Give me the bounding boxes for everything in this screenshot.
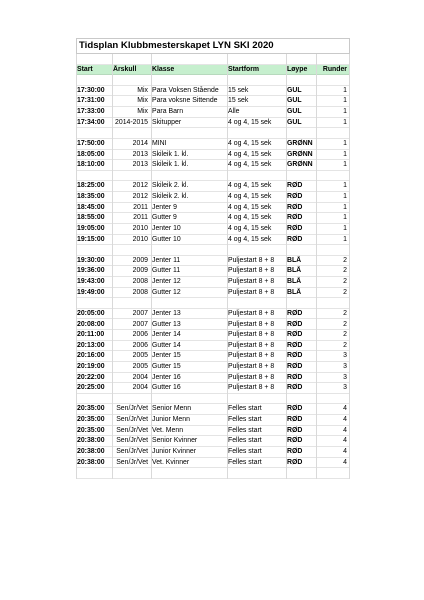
table-row bbox=[76, 415, 350, 426]
class-name-cell: Gutter 15 bbox=[152, 362, 181, 370]
grid-line bbox=[151, 54, 152, 479]
table-row bbox=[76, 298, 350, 309]
course-color-cell: RØD bbox=[287, 224, 303, 232]
class-name-cell: Para Voksen Stående bbox=[152, 86, 219, 94]
table-row bbox=[76, 330, 350, 341]
laps-count-cell: 1 bbox=[343, 118, 347, 126]
start-format-cell: Felles start bbox=[228, 405, 262, 413]
start-time-cell: 18:45:00 bbox=[77, 203, 105, 211]
start-format-cell bbox=[227, 468, 285, 478]
page-title: Tidsplan Klubbmesterskapet LYN SKI 2020 bbox=[76, 38, 350, 54]
start-format-cell: Puljestart 8 + 8 bbox=[228, 352, 275, 360]
table-row bbox=[76, 96, 350, 107]
start-time-cell bbox=[77, 75, 112, 85]
table-row bbox=[76, 468, 350, 479]
class-name-cell: Gutter 16 bbox=[152, 384, 181, 392]
start-time-cell bbox=[77, 394, 112, 404]
course-color-cell: GUL bbox=[287, 97, 302, 105]
laps-count-cell: 1 bbox=[343, 97, 347, 105]
birth-year-cell: Sen/Jr/Vet bbox=[116, 447, 148, 455]
laps-count-cell bbox=[316, 75, 349, 85]
class-name-cell: Senior Kvinner bbox=[152, 437, 198, 445]
table-row bbox=[76, 245, 350, 256]
birth-year-cell bbox=[112, 128, 150, 138]
laps-count-cell: 4 bbox=[343, 426, 347, 434]
course-color-cell: RØD bbox=[287, 320, 303, 328]
table-row bbox=[76, 383, 350, 394]
start-time-cell: 19:15:00 bbox=[77, 235, 105, 243]
class-name-cell: Jenter 14 bbox=[152, 331, 181, 339]
birth-year-cell: 2014 bbox=[132, 139, 148, 147]
birth-year-cell: 2009 bbox=[132, 256, 148, 264]
course-color-cell: RØD bbox=[287, 214, 303, 222]
laps-count-cell bbox=[316, 298, 349, 308]
start-time-cell: 18:10:00 bbox=[77, 161, 105, 169]
class-name-cell bbox=[151, 468, 226, 478]
birth-year-cell: 2012 bbox=[132, 193, 148, 201]
birth-year-cell: 2010 bbox=[132, 224, 148, 232]
table-row bbox=[76, 447, 350, 458]
birth-year-cell: 2007 bbox=[132, 320, 148, 328]
start-format-cell bbox=[227, 128, 285, 138]
class-name-cell: Jenter 11 bbox=[152, 256, 181, 264]
laps-count-cell: 3 bbox=[343, 362, 347, 370]
birth-year-cell: Mix bbox=[137, 97, 148, 105]
birth-year-cell: Mix bbox=[137, 108, 148, 116]
start-time-cell: 20:11:00 bbox=[77, 331, 105, 339]
start-format-cell: Puljestart 8 + 8 bbox=[228, 331, 275, 339]
schedule-table bbox=[76, 54, 350, 479]
laps-count-cell: 1 bbox=[343, 193, 347, 201]
class-name-cell bbox=[151, 75, 226, 85]
class-name-cell: Jenter 12 bbox=[152, 278, 181, 286]
birth-year-cell: 2005 bbox=[132, 362, 148, 370]
course-color-cell: GRØNN bbox=[287, 161, 313, 169]
start-format-cell bbox=[227, 75, 285, 85]
table-row bbox=[76, 266, 350, 277]
table-row bbox=[76, 235, 350, 246]
table-row bbox=[76, 128, 350, 139]
class-name-cell: Jenter 15 bbox=[152, 352, 181, 360]
birth-year-cell bbox=[112, 394, 150, 404]
birth-year-cell: Sen/Jr/Vet bbox=[116, 426, 148, 434]
course-color-cell: BLÅ bbox=[287, 278, 302, 286]
laps-count-cell: 1 bbox=[343, 139, 347, 147]
class-name-cell: Gutter 10 bbox=[152, 235, 181, 243]
table-row bbox=[76, 277, 350, 288]
course-color-cell bbox=[286, 468, 316, 478]
start-time-cell bbox=[77, 245, 112, 255]
course-color-cell bbox=[286, 171, 316, 181]
birth-year-cell: 2009 bbox=[132, 267, 148, 275]
class-name-cell: Skileik 1. kl. bbox=[152, 150, 189, 158]
table-row bbox=[76, 404, 350, 415]
class-name-cell: Senior Menn bbox=[152, 405, 192, 413]
course-color-cell: RØD bbox=[287, 331, 303, 339]
table-row bbox=[76, 256, 350, 267]
laps-count-cell: 1 bbox=[343, 224, 347, 232]
course-color-cell bbox=[286, 245, 316, 255]
course-color-cell: GRØNN bbox=[287, 139, 313, 147]
start-time-cell bbox=[77, 468, 112, 478]
start-time-cell: 20:38:00 bbox=[77, 437, 105, 445]
class-name-cell: Junior Menn bbox=[152, 416, 190, 424]
laps-count-cell bbox=[316, 468, 349, 478]
start-time-cell: 17:50:00 bbox=[77, 139, 105, 147]
laps-count-cell: 4 bbox=[343, 458, 347, 466]
class-name-cell: Jenter 10 bbox=[152, 224, 181, 232]
birth-year-cell: 2005 bbox=[132, 352, 148, 360]
table-row bbox=[76, 213, 350, 224]
class-name-cell bbox=[151, 128, 226, 138]
column-header-start-format: Startform bbox=[228, 65, 260, 73]
start-time-cell: 20:05:00 bbox=[77, 309, 105, 317]
birth-year-cell: 2013 bbox=[132, 150, 148, 158]
birth-year-cell: 2014-2015 bbox=[115, 118, 148, 126]
laps-count-cell: 2 bbox=[343, 320, 347, 328]
start-format-cell bbox=[227, 298, 285, 308]
birth-year-cell bbox=[112, 171, 150, 181]
birth-year-cell: 2008 bbox=[132, 278, 148, 286]
table-header-row bbox=[76, 65, 350, 76]
start-time-cell: 19:36:00 bbox=[77, 267, 105, 275]
birth-year-cell: 2010 bbox=[132, 235, 148, 243]
table-row bbox=[76, 150, 350, 161]
laps-count-cell bbox=[316, 128, 349, 138]
start-format-cell: Puljestart 8 + 8 bbox=[228, 384, 275, 392]
course-color-cell: RØD bbox=[287, 384, 303, 392]
laps-count-cell: 4 bbox=[343, 437, 347, 445]
birth-year-cell: Sen/Jr/Vet bbox=[116, 416, 148, 424]
birth-year-cell: Sen/Jr/Vet bbox=[116, 437, 148, 445]
course-color-cell bbox=[286, 298, 316, 308]
laps-count-cell: 1 bbox=[343, 161, 347, 169]
laps-count-cell: 1 bbox=[343, 108, 347, 116]
birth-year-cell bbox=[112, 298, 150, 308]
start-time-cell: 18:55:00 bbox=[77, 214, 105, 222]
start-time-cell: 17:33:00 bbox=[77, 108, 105, 116]
birth-year-cell: 2011 bbox=[133, 214, 148, 222]
course-color-cell: GUL bbox=[287, 108, 302, 116]
start-time-cell: 18:35:00 bbox=[77, 193, 105, 201]
class-name-cell: MINI bbox=[152, 139, 167, 147]
start-time-cell: 18:25:00 bbox=[77, 182, 105, 190]
course-color-cell: RØD bbox=[287, 341, 303, 349]
course-color-cell: GRØNN bbox=[287, 150, 313, 158]
grid-line bbox=[227, 54, 228, 479]
laps-count-cell: 4 bbox=[343, 447, 347, 455]
column-header-class-name: Klasse bbox=[152, 65, 175, 73]
class-name-cell bbox=[151, 394, 226, 404]
start-time-cell bbox=[77, 128, 112, 138]
grid-line bbox=[349, 54, 350, 479]
column-header-start-time: Start bbox=[77, 65, 93, 73]
start-format-cell: 4 og 4, 15 sek bbox=[228, 150, 272, 158]
birth-year-cell bbox=[112, 468, 150, 478]
start-format-cell: Puljestart 8 + 8 bbox=[228, 362, 275, 370]
course-color-cell: RØD bbox=[287, 362, 303, 370]
table-row bbox=[76, 160, 350, 171]
start-time-cell: 17:31:00 bbox=[77, 97, 105, 105]
course-color-cell: GUL bbox=[287, 118, 302, 126]
grid-line bbox=[286, 54, 287, 479]
table-row bbox=[76, 118, 350, 129]
start-format-cell: 4 og 4, 15 sek bbox=[228, 224, 272, 232]
birth-year-cell: Mix bbox=[137, 86, 148, 94]
start-format-cell: 15 sek bbox=[228, 97, 249, 105]
laps-count-cell: 1 bbox=[343, 214, 347, 222]
course-color-cell: RØD bbox=[287, 458, 303, 466]
laps-count-cell bbox=[316, 245, 349, 255]
start-format-cell: Puljestart 8 + 8 bbox=[228, 309, 275, 317]
course-color-cell: RØD bbox=[287, 416, 303, 424]
start-format-cell: Puljestart 8 + 8 bbox=[228, 320, 275, 328]
class-name-cell: Para voksne Sittende bbox=[152, 97, 218, 105]
class-name-cell: Gutter 9 bbox=[152, 214, 177, 222]
empty-row bbox=[76, 54, 350, 65]
course-color-cell: BLÅ bbox=[287, 288, 302, 296]
start-time-cell: 19:49:00 bbox=[77, 288, 105, 296]
start-time-cell: 20:38:00 bbox=[77, 458, 105, 466]
course-color-cell: RØD bbox=[287, 235, 303, 243]
start-format-cell: 4 og 4, 15 sek bbox=[228, 161, 272, 169]
course-color-cell: RØD bbox=[287, 203, 303, 211]
start-format-cell: Felles start bbox=[228, 458, 262, 466]
course-color-cell: RØD bbox=[287, 426, 303, 434]
laps-count-cell: 3 bbox=[343, 352, 347, 360]
birth-year-cell: Sen/Jr/Vet bbox=[116, 405, 148, 413]
course-color-cell: RØD bbox=[287, 437, 303, 445]
start-time-cell: 20:08:00 bbox=[77, 320, 105, 328]
start-time-cell: 20:35:00 bbox=[77, 416, 105, 424]
class-name-cell: Gutter 13 bbox=[152, 320, 181, 328]
start-format-cell: Puljestart 8 + 8 bbox=[228, 288, 275, 296]
class-name-cell: Vet. Menn bbox=[152, 426, 184, 434]
grid-line bbox=[316, 54, 317, 479]
grid-line bbox=[112, 54, 113, 479]
table-row bbox=[76, 351, 350, 362]
table-row bbox=[76, 107, 350, 118]
birth-year-cell: 2004 bbox=[132, 384, 148, 392]
table-row bbox=[76, 75, 350, 86]
start-format-cell bbox=[227, 171, 285, 181]
birth-year-cell bbox=[112, 245, 150, 255]
start-time-cell: 20:35:00 bbox=[77, 426, 105, 434]
table-row bbox=[76, 373, 350, 384]
class-name-cell: Junior Kvinner bbox=[152, 447, 197, 455]
start-format-cell: 4 og 4, 15 sek bbox=[228, 139, 272, 147]
birth-year-cell: 2006 bbox=[132, 341, 148, 349]
start-time-cell: 18:05:00 bbox=[77, 150, 105, 158]
start-format-cell: Felles start bbox=[228, 416, 262, 424]
course-color-cell: BLÅ bbox=[287, 256, 302, 264]
class-name-cell: Jenter 9 bbox=[152, 203, 177, 211]
column-header-laps-count: Runder bbox=[322, 65, 347, 73]
laps-count-cell: 1 bbox=[343, 182, 347, 190]
birth-year-cell: 2008 bbox=[132, 288, 148, 296]
start-time-cell bbox=[77, 298, 112, 308]
start-format-cell: Alle bbox=[228, 108, 240, 116]
start-time-cell: 20:22:00 bbox=[77, 373, 105, 381]
table-row bbox=[76, 171, 350, 182]
birth-year-cell: 2004 bbox=[132, 373, 148, 381]
table-row bbox=[76, 86, 350, 97]
course-color-cell bbox=[286, 128, 316, 138]
start-format-cell: Puljestart 8 + 8 bbox=[228, 278, 275, 286]
start-format-cell: 4 og 4, 15 sek bbox=[228, 193, 272, 201]
course-color-cell: RØD bbox=[287, 309, 303, 317]
class-name-cell bbox=[151, 171, 226, 181]
laps-count-cell: 2 bbox=[343, 278, 347, 286]
birth-year-cell: 2013 bbox=[132, 161, 148, 169]
start-time-cell: 20:25:00 bbox=[77, 384, 105, 392]
table-row bbox=[76, 394, 350, 405]
start-format-cell: 4 og 4, 15 sek bbox=[228, 214, 272, 222]
birth-year-cell bbox=[112, 75, 150, 85]
start-format-cell: Puljestart 8 + 8 bbox=[228, 373, 275, 381]
start-time-cell: 19:30:00 bbox=[77, 256, 105, 264]
class-name-cell: Jenter 13 bbox=[152, 309, 181, 317]
start-format-cell bbox=[227, 394, 285, 404]
column-header-birth-year: Årskull bbox=[113, 65, 137, 73]
table-row bbox=[76, 309, 350, 320]
course-color-cell bbox=[286, 394, 316, 404]
laps-count-cell bbox=[316, 171, 349, 181]
class-name-cell: Skitupper bbox=[152, 118, 182, 126]
table-row bbox=[76, 341, 350, 352]
start-format-cell bbox=[227, 245, 285, 255]
course-color-cell: RØD bbox=[287, 373, 303, 381]
laps-count-cell: 2 bbox=[343, 341, 347, 349]
class-name-cell: Para Barn bbox=[152, 108, 184, 116]
course-color-cell: GUL bbox=[287, 86, 302, 94]
laps-count-cell: 2 bbox=[343, 331, 347, 339]
class-name-cell: Gutter 11 bbox=[152, 267, 181, 275]
birth-year-cell: Sen/Jr/Vet bbox=[116, 458, 148, 466]
course-color-cell: RØD bbox=[287, 447, 303, 455]
laps-count-cell bbox=[316, 394, 349, 404]
laps-count-cell: 1 bbox=[343, 86, 347, 94]
class-name-cell: Skileik 1. kl. bbox=[152, 161, 189, 169]
class-name-cell: Skileik 2. kl. bbox=[152, 193, 189, 201]
laps-count-cell: 4 bbox=[343, 405, 347, 413]
class-name-cell: Skileik 2. kl. bbox=[152, 182, 189, 190]
class-name-cell: Jenter 16 bbox=[152, 373, 181, 381]
laps-count-cell: 1 bbox=[343, 235, 347, 243]
laps-count-cell: 1 bbox=[343, 150, 347, 158]
start-format-cell: 15 sek bbox=[228, 86, 249, 94]
start-time-cell: 20:38:00 bbox=[77, 447, 105, 455]
start-format-cell: Felles start bbox=[228, 437, 262, 445]
table-row bbox=[76, 458, 350, 469]
laps-count-cell: 2 bbox=[343, 256, 347, 264]
course-color-cell: BLÅ bbox=[287, 267, 302, 275]
course-color-cell: RØD bbox=[287, 352, 303, 360]
laps-count-cell: 2 bbox=[343, 288, 347, 296]
laps-count-cell: 1 bbox=[343, 203, 347, 211]
table-row bbox=[76, 426, 350, 437]
birth-year-cell: 2011 bbox=[133, 203, 148, 211]
class-name-cell bbox=[151, 298, 226, 308]
start-format-cell: Puljestart 8 + 8 bbox=[228, 267, 275, 275]
start-time-cell bbox=[77, 171, 112, 181]
class-name-cell: Gutter 14 bbox=[152, 341, 181, 349]
grid-line bbox=[76, 54, 77, 479]
start-format-cell: Felles start bbox=[228, 447, 262, 455]
start-time-cell: 17:34:00 bbox=[77, 118, 105, 126]
table-row bbox=[76, 181, 350, 192]
birth-year-cell: 2006 bbox=[132, 331, 148, 339]
laps-count-cell: 2 bbox=[343, 309, 347, 317]
table-row bbox=[76, 288, 350, 299]
start-time-cell: 20:35:00 bbox=[77, 405, 105, 413]
class-name-cell: Vet. Kvinner bbox=[152, 458, 190, 466]
class-name-cell bbox=[151, 245, 226, 255]
laps-count-cell: 3 bbox=[343, 384, 347, 392]
start-time-cell: 20:19:00 bbox=[77, 362, 105, 370]
table-row bbox=[76, 362, 350, 373]
laps-count-cell: 3 bbox=[343, 373, 347, 381]
course-color-cell: RØD bbox=[287, 182, 303, 190]
start-time-cell: 19:43:00 bbox=[77, 278, 105, 286]
table-row bbox=[76, 224, 350, 235]
start-format-cell: 4 og 4, 15 sek bbox=[228, 235, 272, 243]
start-format-cell: 4 og 4, 15 sek bbox=[228, 182, 272, 190]
start-format-cell: 4 og 4, 15 sek bbox=[228, 203, 272, 211]
table-row bbox=[76, 320, 350, 331]
start-format-cell: Puljestart 8 + 8 bbox=[228, 341, 275, 349]
start-format-cell: Felles start bbox=[228, 426, 262, 434]
laps-count-cell: 4 bbox=[343, 416, 347, 424]
start-time-cell: 20:16:00 bbox=[77, 352, 105, 360]
table-row bbox=[76, 203, 350, 214]
column-header-course-color: Løype bbox=[287, 65, 308, 73]
table-row bbox=[76, 192, 350, 203]
start-time-cell: 19:05:00 bbox=[77, 224, 105, 232]
course-color-cell: RØD bbox=[287, 405, 303, 413]
start-time-cell: 17:30:00 bbox=[77, 86, 105, 94]
laps-count-cell: 2 bbox=[343, 267, 347, 275]
course-color-cell bbox=[286, 75, 316, 85]
start-format-cell: Puljestart 8 + 8 bbox=[228, 256, 275, 264]
birth-year-cell: 2012 bbox=[132, 182, 148, 190]
start-time-cell: 20:13:00 bbox=[77, 341, 105, 349]
table-row bbox=[76, 436, 350, 447]
course-color-cell: RØD bbox=[287, 193, 303, 201]
birth-year-cell: 2007 bbox=[132, 309, 148, 317]
start-format-cell: 4 og 4, 15 sek bbox=[228, 118, 272, 126]
table-row bbox=[76, 139, 350, 150]
class-name-cell: Gutter 12 bbox=[152, 288, 181, 296]
